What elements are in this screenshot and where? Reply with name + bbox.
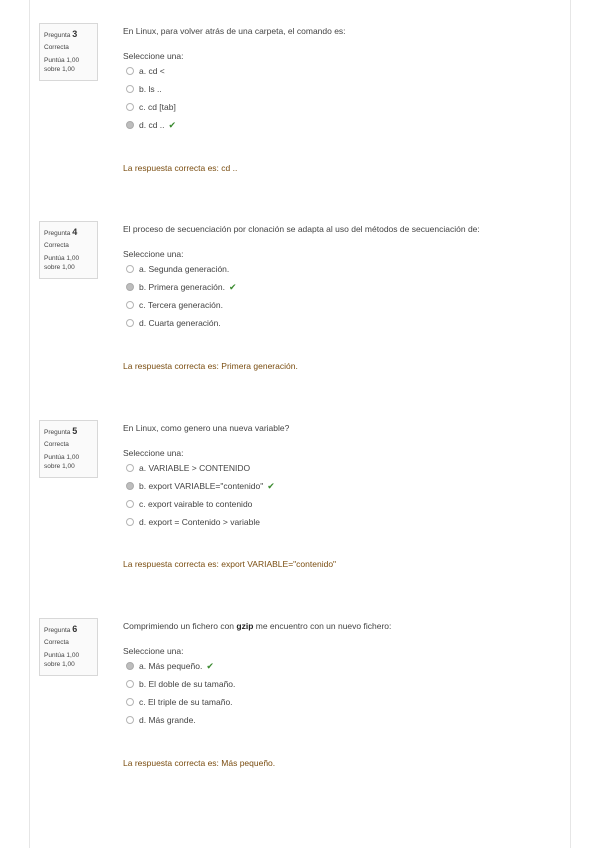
radio-button[interactable] bbox=[126, 716, 134, 724]
radio-button[interactable] bbox=[126, 518, 134, 526]
answer-option-d[interactable] bbox=[123, 711, 563, 729]
radio-button[interactable] bbox=[126, 67, 134, 75]
answer-label: d. Cuarta generación. bbox=[139, 318, 221, 328]
answer-option-d[interactable] bbox=[123, 116, 563, 134]
question-number: 6 bbox=[72, 624, 78, 634]
answer-label: c. Tercera generación. bbox=[139, 300, 223, 310]
answer-label: c. El triple de su tamaño. bbox=[139, 697, 233, 707]
question-info-box bbox=[39, 420, 98, 478]
correct-answer-feedback: La respuesta correcta es: Primera generación. bbox=[123, 361, 298, 371]
radio-button-selected[interactable] bbox=[126, 121, 134, 129]
answer-options bbox=[123, 657, 563, 729]
page-border-right bbox=[570, 0, 571, 848]
radio-button[interactable] bbox=[126, 464, 134, 472]
question-state: Correcta bbox=[44, 638, 69, 646]
answer-label: a. Segunda generación. bbox=[139, 264, 230, 274]
question-content bbox=[123, 620, 563, 729]
answer-label: c. export vairable to contenido bbox=[139, 499, 253, 509]
question-label: Pregunta bbox=[44, 32, 71, 39]
answer-label: c. cd [tab] bbox=[139, 102, 176, 112]
question-grade-line1: Puntúa 1,00 bbox=[44, 652, 80, 660]
answer-label: a. cd < bbox=[139, 66, 165, 76]
correct-check-icon: ✔ bbox=[206, 661, 214, 671]
answer-label: b. El doble de su tamaño. bbox=[139, 679, 236, 689]
question-content bbox=[123, 223, 563, 332]
question-info-box bbox=[39, 23, 98, 81]
question-state: Correcta bbox=[44, 241, 69, 249]
answer-prompt: Seleccione una: bbox=[123, 646, 184, 656]
answer-prompt: Seleccione una: bbox=[123, 448, 184, 458]
question-grade-line2: sobre 1,00 bbox=[44, 263, 75, 271]
question-content bbox=[123, 25, 563, 134]
radio-button[interactable] bbox=[126, 265, 134, 273]
radio-button-selected[interactable] bbox=[126, 482, 134, 490]
answer-options bbox=[123, 62, 563, 134]
question-label: Pregunta bbox=[44, 627, 71, 634]
answer-label: a. VARIABLE > CONTENIDO bbox=[139, 463, 251, 473]
radio-button[interactable] bbox=[126, 319, 134, 327]
answer-label: d. cd .. bbox=[139, 120, 165, 130]
question-state: Correcta bbox=[44, 440, 69, 448]
answer-option-a[interactable] bbox=[123, 260, 563, 278]
answer-prompt: Seleccione una: bbox=[123, 51, 184, 61]
question-grade-line1: Puntúa 1,00 bbox=[44, 57, 80, 65]
question-info-box bbox=[39, 618, 98, 676]
question-number: 5 bbox=[72, 426, 78, 436]
answer-option-d[interactable] bbox=[123, 314, 563, 332]
page-border-left bbox=[29, 0, 30, 848]
question-info-box bbox=[39, 221, 98, 279]
answer-label: b. export VARIABLE="contenido" bbox=[139, 481, 264, 491]
radio-button[interactable] bbox=[126, 680, 134, 688]
radio-button[interactable] bbox=[126, 85, 134, 93]
correct-answer-feedback: La respuesta correcta es: cd .. bbox=[123, 163, 238, 173]
radio-button[interactable] bbox=[126, 698, 134, 706]
answer-label: a. Más pequeño. bbox=[139, 661, 203, 671]
question-number: 3 bbox=[72, 29, 78, 39]
answer-options bbox=[123, 260, 563, 332]
answer-option-c[interactable] bbox=[123, 296, 563, 314]
answer-option-a[interactable] bbox=[123, 459, 563, 477]
correct-check-icon: ✔ bbox=[229, 282, 237, 292]
question-number: 4 bbox=[72, 227, 78, 237]
question-grade-line2: sobre 1,00 bbox=[44, 660, 75, 668]
question-grade-line2: sobre 1,00 bbox=[44, 462, 75, 470]
answer-option-b[interactable] bbox=[123, 477, 563, 495]
answer-label: d. Más grande. bbox=[139, 715, 196, 725]
answer-option-c[interactable] bbox=[123, 495, 563, 513]
answer-prompt: Seleccione una: bbox=[123, 249, 184, 259]
question-content bbox=[123, 422, 563, 531]
correct-answer-feedback: La respuesta correcta es: export VARIABLE="contenido" bbox=[123, 559, 337, 569]
correct-check-icon: ✔ bbox=[267, 481, 275, 491]
radio-button-selected[interactable] bbox=[126, 662, 134, 670]
answer-option-b[interactable] bbox=[123, 80, 563, 98]
answer-label: b. Primera generación. bbox=[139, 282, 225, 292]
question-grade-line1: Puntúa 1,00 bbox=[44, 454, 80, 462]
question-text-keyword: gzip bbox=[236, 621, 254, 631]
answer-option-c[interactable] bbox=[123, 98, 563, 116]
question-state: Correcta bbox=[44, 43, 69, 51]
answer-label: d. export = Contenido > variable bbox=[139, 517, 260, 527]
answer-options bbox=[123, 459, 563, 531]
radio-button-selected[interactable] bbox=[126, 283, 134, 291]
answer-option-a[interactable] bbox=[123, 657, 563, 675]
question-text: El proceso de secuenciación por clonación se adapta al uso del métodos de secuenciación de: bbox=[123, 224, 480, 234]
question-text-end: me encuentro con un nuevo fichero: bbox=[253, 621, 392, 631]
correct-answer-feedback: La respuesta correcta es: Más pequeño. bbox=[123, 758, 276, 768]
question-grade-line1: Puntúa 1,00 bbox=[44, 255, 80, 263]
answer-option-c[interactable] bbox=[123, 693, 563, 711]
answer-option-b[interactable] bbox=[123, 278, 563, 296]
answer-label: b. ls .. bbox=[139, 84, 162, 94]
question-label: Pregunta bbox=[44, 230, 71, 237]
question-text bbox=[123, 620, 563, 632]
question-text: En Linux, para volver atrás de una carpeta, el comando es: bbox=[123, 26, 346, 36]
radio-button[interactable] bbox=[126, 301, 134, 309]
answer-option-d[interactable] bbox=[123, 513, 563, 531]
question-label: Pregunta bbox=[44, 429, 71, 436]
answer-option-a[interactable] bbox=[123, 62, 563, 80]
correct-check-icon: ✔ bbox=[168, 120, 177, 130]
radio-button[interactable] bbox=[126, 103, 134, 111]
question-text-start: Comprimiendo un fichero con bbox=[123, 621, 237, 631]
answer-option-b[interactable] bbox=[123, 675, 563, 693]
question-grade-line2: sobre 1,00 bbox=[44, 65, 75, 73]
question-text: En Linux, como genero una nueva variable? bbox=[123, 423, 290, 433]
radio-button[interactable] bbox=[126, 500, 134, 508]
